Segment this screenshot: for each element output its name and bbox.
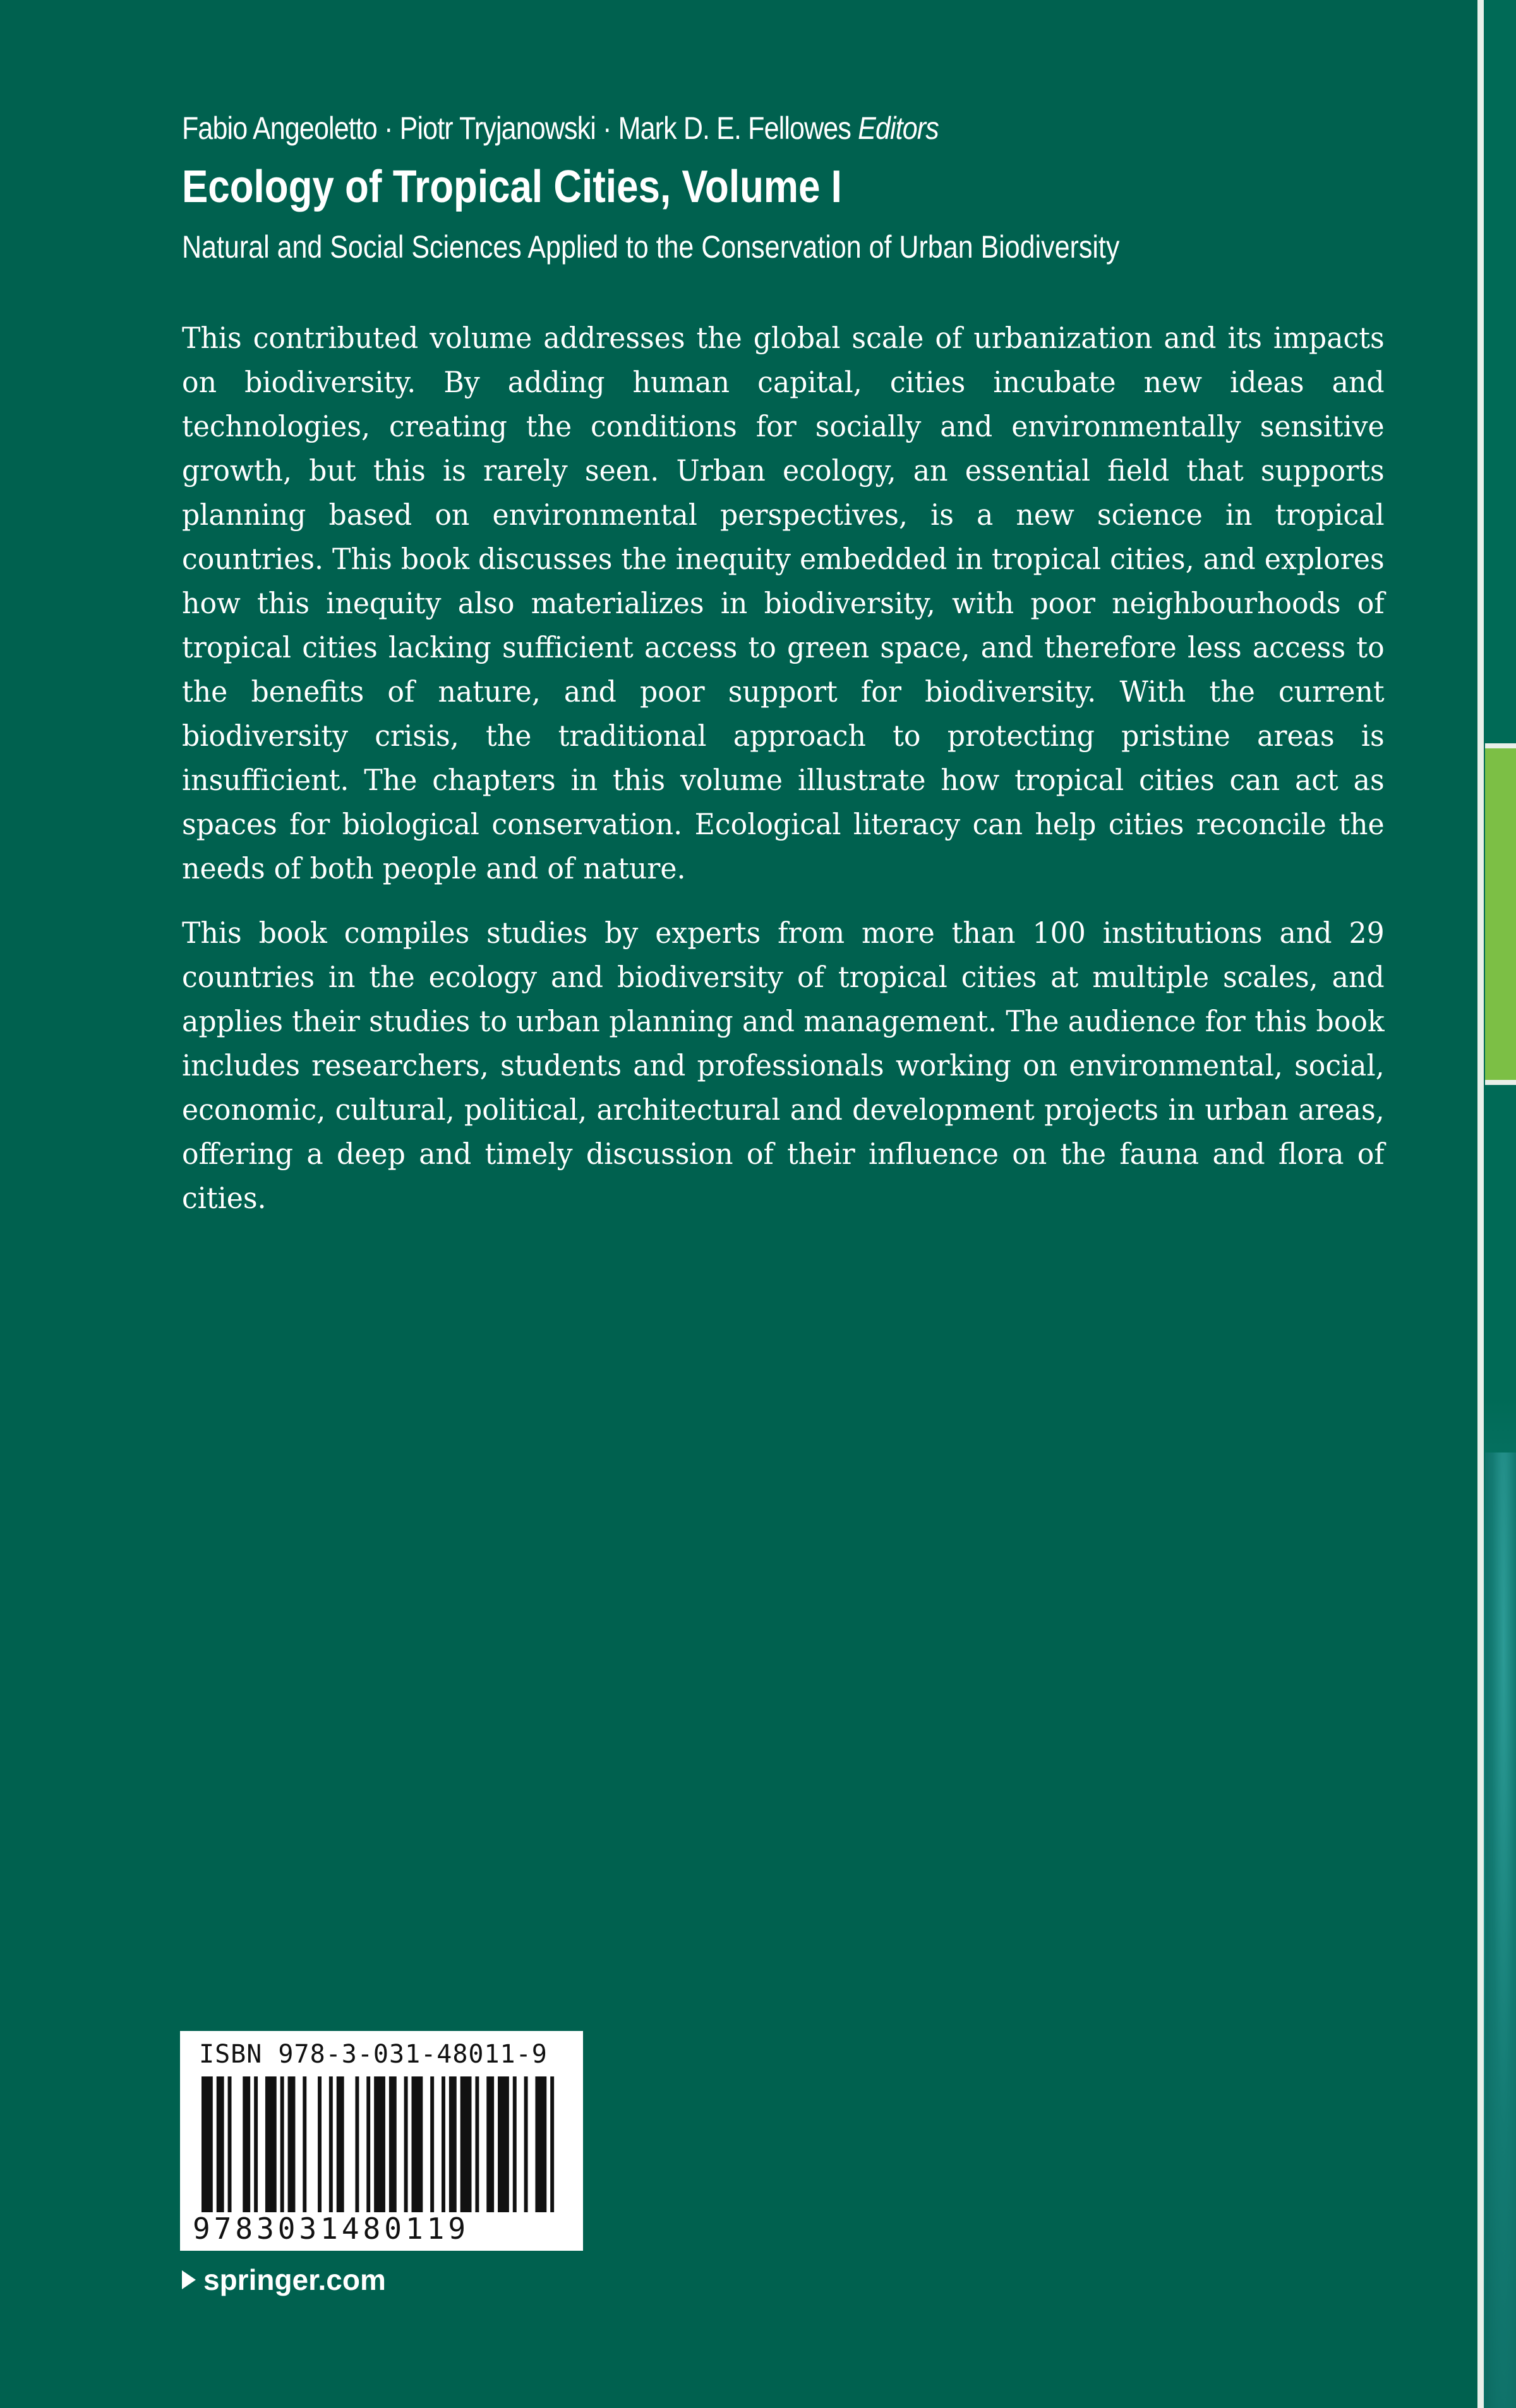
barcode-bar: [318, 2076, 322, 2212]
spine-accent-rule-bottom: [1485, 1080, 1516, 1085]
barcode-bar: [475, 2076, 479, 2212]
barcode-bar: [430, 2076, 434, 2212]
barcode-bar: [449, 2076, 457, 2212]
blurb-paragraph: This book compiles studies by experts from more than 100 institutions and 29 countries in the ecology and biodiversity of tropical cities at multiple scales, and applies their studies to urban planning and management. The audience for this book includes researchers, students and professionals working on environmental, social, economic, cultural, political, architectural and development projects in urban areas, offering a deep and timely discussion of their influence on the fauna and flora of cities.: [182, 916, 1385, 1215]
barcode-bar: [550, 2076, 554, 2212]
book-title: Ecology of Tropical Cities, Volume I: [182, 162, 842, 212]
barcode-bar: [243, 2076, 250, 2212]
barcode-bar: [329, 2076, 333, 2212]
spine-accent-band: [1485, 748, 1516, 1080]
barcode-bar: [486, 2076, 494, 2212]
barcode-bar: [412, 2076, 423, 2212]
barcode-bar: [366, 2076, 370, 2212]
barcode-bar: [535, 2076, 546, 2212]
isbn-barcode: [180, 2031, 583, 2251]
editors-line: [182, 106, 1214, 150]
publisher-link-text: springer.com: [203, 2263, 386, 2296]
barcode-bar: [303, 2076, 306, 2212]
arrow-right-icon: [182, 2270, 196, 2289]
barcode-bar: [442, 2076, 445, 2212]
barcode-bar: [355, 2076, 359, 2212]
barcode-bar: [254, 2076, 258, 2212]
barcode-bar: [513, 2076, 517, 2212]
barcode-bar: [337, 2076, 344, 2212]
barcode-bar: [265, 2076, 277, 2212]
editors-role: Editors: [858, 111, 939, 146]
publisher-link[interactable]: [182, 2261, 386, 2299]
barcode-bar: [228, 2076, 232, 2212]
barcode-bar: [460, 2076, 472, 2212]
book-blurb: [182, 316, 1385, 1240]
isbn-label: ISBN 978-3-031-48011-9: [199, 2040, 548, 2069]
ean-digits: 9783031480119: [193, 2212, 470, 2246]
spine-accent-rule-top: [1485, 743, 1516, 748]
barcode-bar: [498, 2076, 509, 2212]
spine-photo: [1485, 1453, 1516, 2408]
barcode-bar: [288, 2076, 296, 2212]
barcode-bars: [199, 2076, 565, 2212]
blurb-paragraph: This contributed volume addresses the global scale of urbanization and its impacts on biodiversity. By adding human capital, cities incubate new ideas and technologies, creating the conditions for socially and environmentally sensitive growth, but this is rarely seen. Urban ecology, an essential field that supports planning based on environmental perspectives, is a new science in tropical countries. This book discusses the inequity embedded in tropical cities, and explores how this inequity also materializes in biodiversity, with poor neighbourhoods of tropical cities lacking sufficient access to green space, and therefore less access to the benefits of nature, and poor support for biodiversity. With the current biodiversity crisis, the traditional approach to protecting pristine areas is insufficient. The chapters in this volume illustrate how tropical cities can act as spaces for biological conservation. Ecological literacy can help cities reconcile the needs of both people and of nature.: [182, 321, 1385, 885]
cover-header: [182, 106, 1382, 269]
barcode-bar: [524, 2076, 528, 2212]
barcode-bar: [389, 2076, 397, 2212]
barcode-bar: [404, 2076, 408, 2212]
editor-names: Fabio Angeoletto · Piotr Tryjanowski · Mark D. E. Fellowes: [182, 111, 851, 146]
barcode-bar: [374, 2076, 385, 2212]
barcode-bar: [217, 2076, 224, 2212]
barcode-bar: [280, 2076, 284, 2212]
spine-divider: [1477, 0, 1484, 2408]
barcode-bar: [202, 2076, 213, 2212]
book-subtitle: Natural and Social Sciences Applied to the Conservation of Urban Biodiversity: [182, 229, 1120, 265]
